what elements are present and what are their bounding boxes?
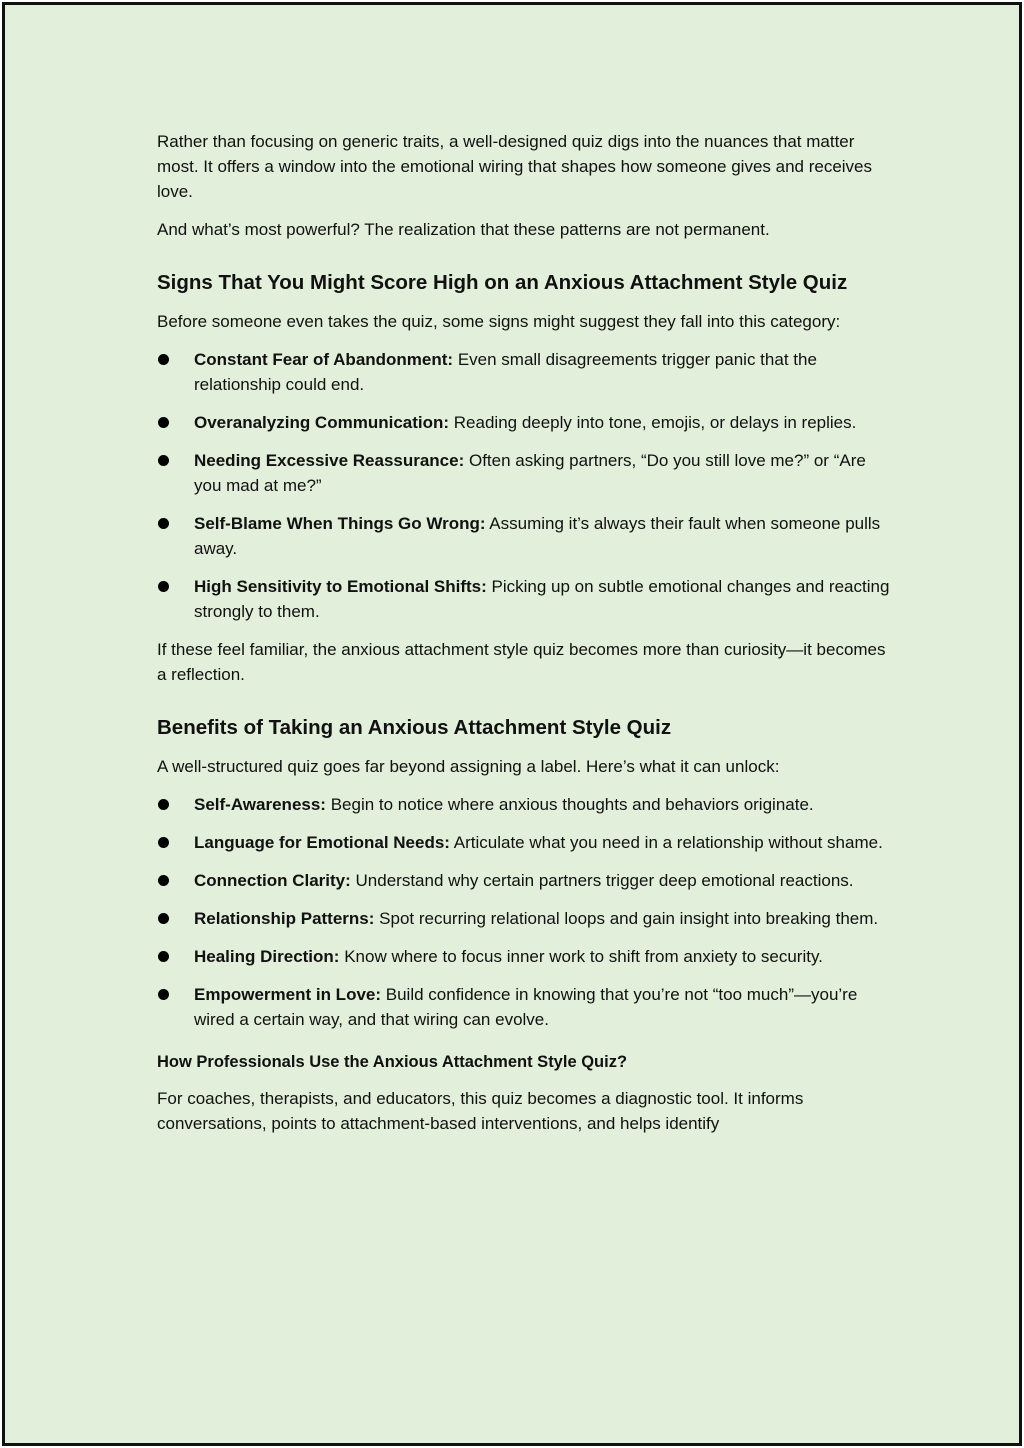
list-item	[157, 944, 892, 969]
list-item-text: Understand why certain partners trigger deep emotional reactions.	[350, 871, 854, 890]
list-item-text: Picking up on subtle emotional changes and reacting strongly to them.	[194, 577, 890, 621]
intro-paragraph-1: Rather than focusing on generic traits, a well-designed quiz digs into the nuances that matter most. It offers a window into the emotional wiring that shapes how someone gives and receives love.	[157, 132, 873, 201]
bullet-icon	[158, 518, 169, 529]
list-item-term: Language for Emotional Needs:	[194, 833, 450, 852]
signs-heading: Signs That You Might Score High on an Anxious Attachment Style Quiz	[157, 271, 848, 294]
list-item	[157, 574, 892, 624]
list-item	[157, 830, 892, 855]
list-item-text: Know where to focus inner work to shift from anxiety to security.	[339, 947, 823, 966]
signs-intro: Before someone even takes the quiz, some signs might suggest they fall into this category:	[157, 312, 841, 331]
list-item-term: Constant Fear of Abandonment:	[194, 350, 454, 369]
bullet-icon	[158, 913, 169, 924]
bullet-icon	[158, 354, 169, 365]
list-item	[157, 448, 892, 498]
bullet-icon	[158, 455, 169, 466]
page-content	[157, 129, 892, 1136]
list-item-text: Reading deeply into tone, emojis, or delays in replies.	[449, 413, 857, 432]
list-item-term: Relationship Patterns:	[194, 909, 375, 928]
list-item-term: Connection Clarity:	[194, 871, 351, 890]
signs-list	[157, 347, 892, 624]
list-item-text: Even small disagreements trigger panic that the relationship could end.	[194, 350, 817, 394]
list-item	[157, 906, 892, 931]
list-item-text: Assuming it’s always their fault when someone pulls away.	[194, 514, 881, 558]
list-item-term: High Sensitivity to Emotional Shifts:	[194, 577, 487, 596]
professionals-paragraph: For coaches, therapists, and educators, this quiz becomes a diagnostic tool. It informs conversations, points to attachment-based interventions, and helps identify	[157, 1089, 804, 1133]
list-item-term: Empowerment in Love:	[194, 985, 382, 1004]
list-item-text: Spot recurring relational loops and gain insight into breaking them.	[374, 909, 879, 928]
benefits-heading: Benefits of Taking an Anxious Attachment Style Quiz	[157, 716, 672, 739]
bullet-icon	[158, 799, 169, 810]
professionals-heading: How Professionals Use the Anxious Attachment Style Quiz?	[157, 1053, 628, 1071]
list-item-term: Overanalyzing Communication:	[194, 413, 450, 432]
bullet-icon	[158, 951, 169, 962]
list-item-term: Needing Excessive Reassurance:	[194, 451, 465, 470]
signs-outro: If these feel familiar, the anxious attachment style quiz becomes more than curiosity—it becomes a reflection.	[157, 640, 886, 684]
list-item	[157, 410, 892, 435]
list-item-term: Self-Blame When Things Go Wrong:	[194, 514, 486, 533]
list-item	[157, 982, 892, 1032]
bullet-icon	[158, 875, 169, 886]
list-item	[157, 792, 892, 817]
list-item	[157, 511, 892, 561]
list-item-term: Self-Awareness:	[194, 795, 326, 814]
document-page	[2, 2, 1022, 1446]
bullet-icon	[158, 417, 169, 428]
list-item-text: Begin to notice where anxious thoughts and behaviors originate.	[325, 795, 814, 814]
list-item	[157, 347, 892, 397]
list-item-text: Often asking partners, “Do you still love me?” or “Are you mad at me?”	[194, 451, 866, 495]
benefits-intro: A well-structured quiz goes far beyond assigning a label. Here’s what it can unlock:	[157, 757, 780, 776]
list-item-term: Healing Direction:	[194, 947, 340, 966]
list-item	[157, 868, 892, 893]
list-item-text: Articulate what you need in a relationship without shame.	[449, 833, 883, 852]
bullet-icon	[158, 837, 169, 848]
intro-paragraph-2: And what’s most powerful? The realization that these patterns are not permanent.	[157, 220, 770, 239]
bullet-icon	[158, 989, 169, 1000]
list-item-text: Build confidence in knowing that you’re not “too much”—you’re wired a certain way, and that wiring can evolve.	[194, 985, 858, 1029]
bullet-icon	[158, 581, 169, 592]
benefits-list	[157, 792, 892, 1032]
